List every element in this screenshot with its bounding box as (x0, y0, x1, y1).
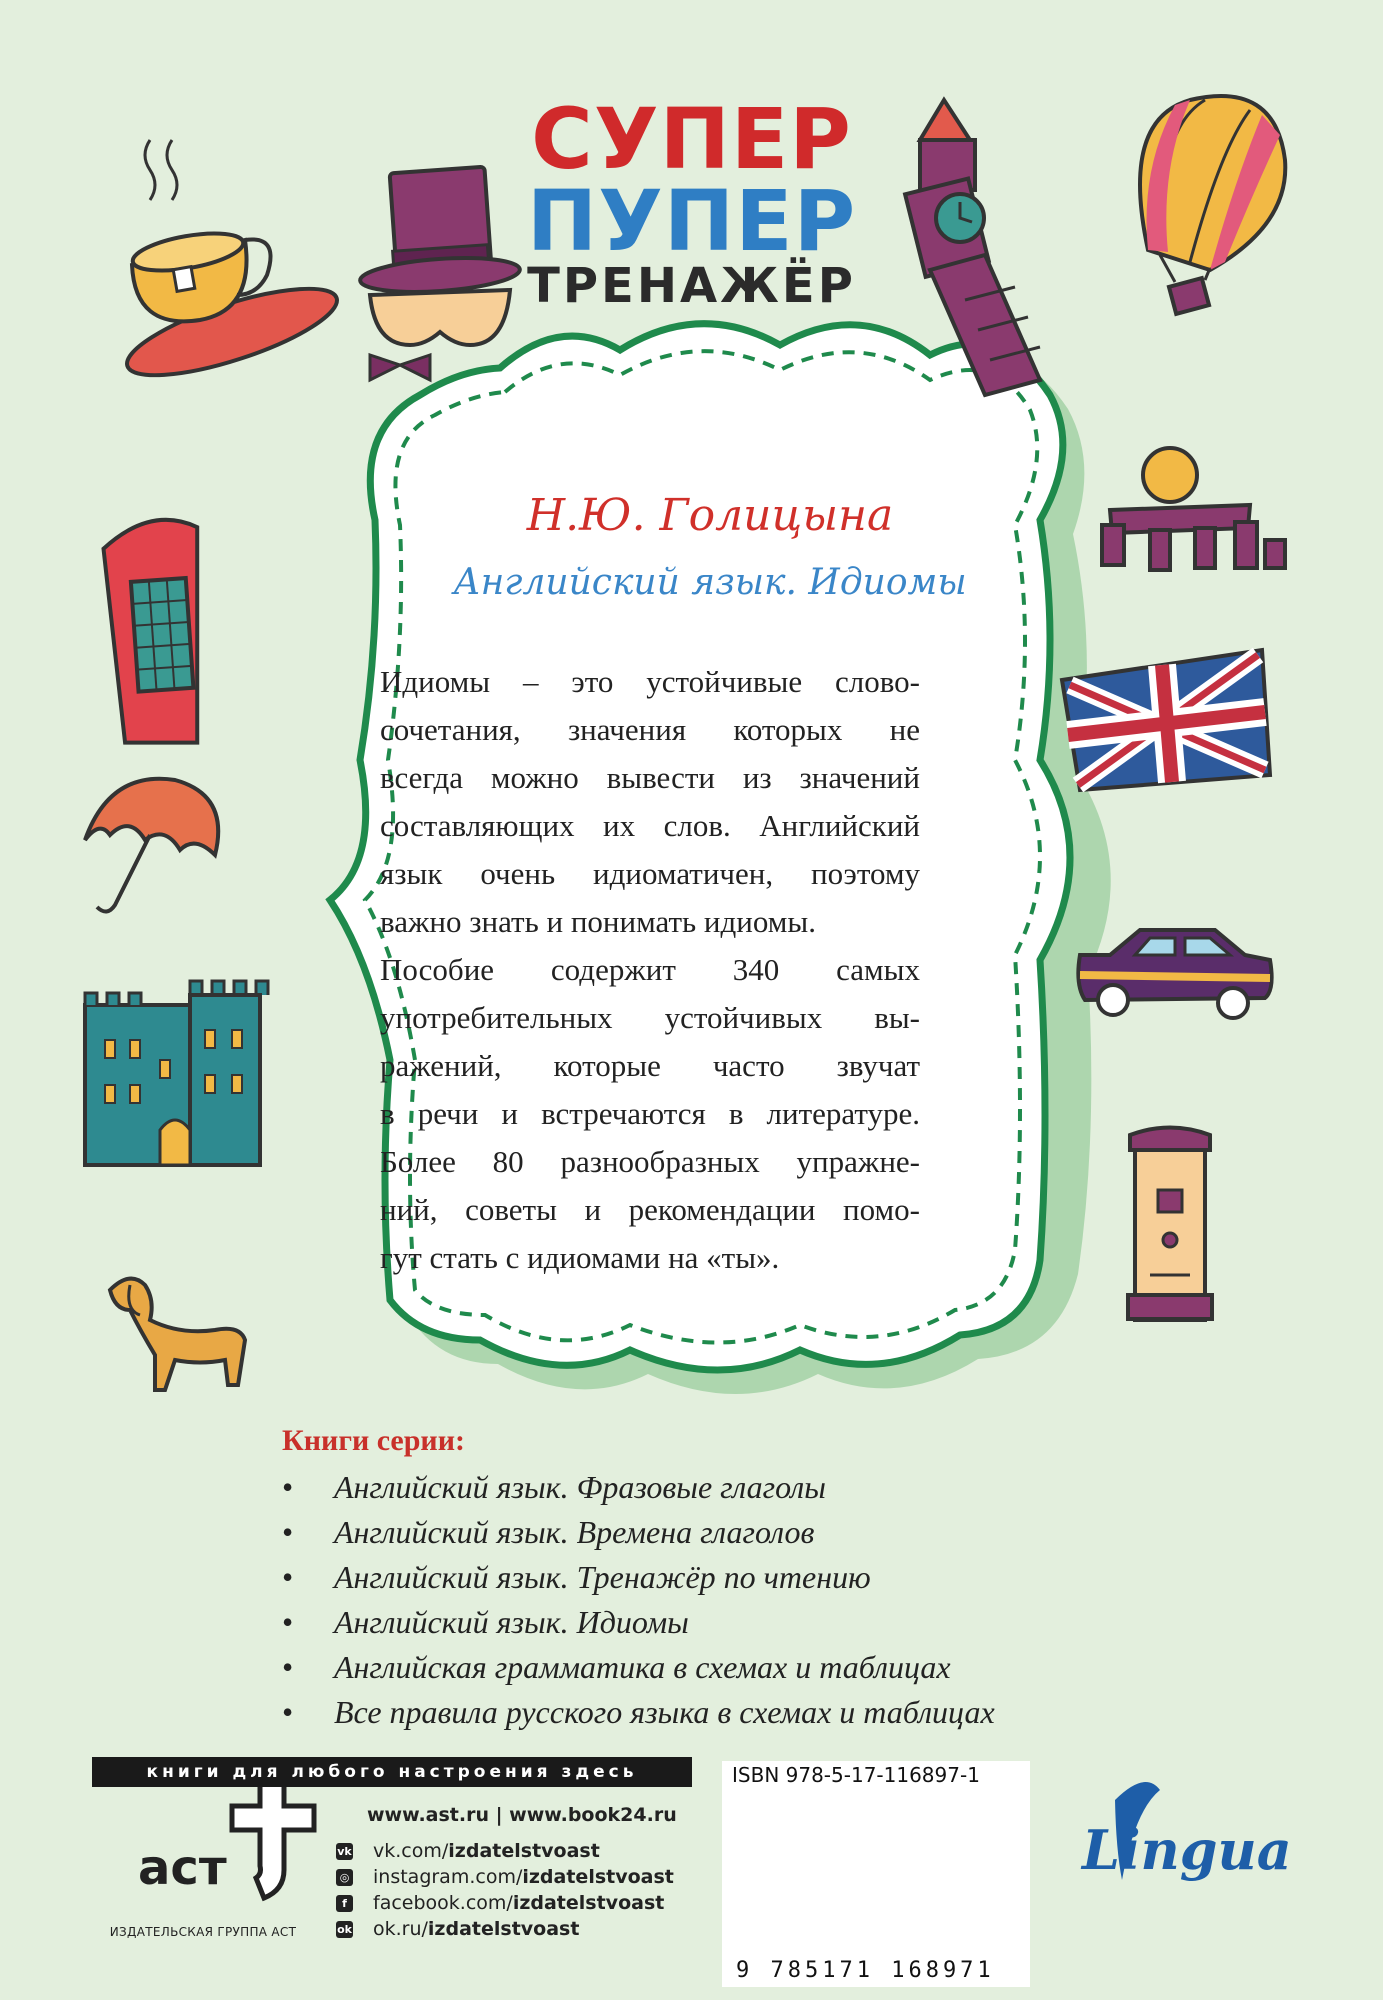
series-item (282, 1555, 995, 1600)
description-line: ражений, которые часто звучат (380, 1048, 920, 1083)
description-line: употребительных устойчивых вы- (380, 1000, 920, 1035)
description-line: важно знать и понимать идиомы. (380, 904, 816, 939)
barcode-area (722, 1761, 1030, 1987)
series-item-title: Английская грамматика в схемах и таблицах (334, 1649, 951, 1685)
post-box-icon (1128, 1128, 1212, 1321)
facebook-icon: f (336, 1895, 353, 1912)
bullet: • (282, 1559, 294, 1595)
social-link-instagram[interactable] (336, 1864, 674, 1890)
series-item (282, 1510, 995, 1555)
title-line-puper: ПУПЕР (526, 172, 857, 270)
series-item-title: Английский язык. Фразовые глаголы (334, 1469, 826, 1505)
series-item (282, 1645, 995, 1690)
description-line: Более 80 разнообразных упражне- (380, 1144, 920, 1179)
description-line: сочетания, значения которых не (380, 712, 920, 747)
series-list (282, 1465, 995, 1735)
imprint-logo: Lingua (1082, 1818, 1292, 1882)
author-name: Н.Ю. Голицына (526, 490, 894, 541)
social-link-text: ok.ru/izdatelstvoast (373, 1918, 580, 1940)
series-item (282, 1600, 995, 1645)
bullet: • (282, 1469, 294, 1505)
vk-icon: vk (337, 1844, 352, 1858)
stonehenge-icon (1102, 448, 1285, 570)
website-links[interactable]: www.ast.ru | www.book24.ru (367, 1804, 677, 1826)
social-links (336, 1838, 674, 1942)
slogan-banner: книги для любого настроения здесь (92, 1757, 692, 1787)
social-link-vk[interactable] (336, 1838, 674, 1864)
publisher-logo (232, 1784, 314, 1898)
description (380, 658, 920, 1282)
series-item-title: Английский язык. Времена глаголов (334, 1514, 815, 1550)
bullet: • (282, 1514, 294, 1550)
series-item (282, 1465, 995, 1510)
instagram-icon: ◎ (336, 1869, 353, 1886)
publisher-caption: ИЗДАТЕЛЬСКАЯ ГРУППА АСТ (109, 1925, 297, 1939)
book-title: Английский язык. Идиомы (453, 562, 967, 603)
dog-icon (110, 1279, 245, 1390)
union-jack-icon (1062, 650, 1270, 790)
odnoklassniki-icon: ok (337, 1922, 352, 1936)
bullet: • (282, 1694, 294, 1730)
series-item-title: Английский язык. Идиомы (334, 1604, 689, 1640)
publisher-logo-text: аст (138, 1840, 227, 1896)
isbn: ISBN 978-5-17-116897-1 (732, 1763, 980, 1787)
description-line: в речи и встречаются в литературе. (380, 1096, 920, 1131)
social-link-odnoklassniki[interactable] (336, 1916, 674, 1942)
description-line: всегда можно вывести из значений (380, 760, 920, 795)
social-link-text: instagram.com/izdatelstvoast (373, 1866, 674, 1888)
description-line: ний, советы и рекомендации помо- (380, 1192, 920, 1227)
taxi-cab-icon (1078, 930, 1271, 1018)
ean-number: 9 785171 168971 (736, 1958, 995, 1983)
series-item-title: Все правила русского языка в схемах и таблицах (334, 1694, 995, 1730)
bullet: • (282, 1604, 294, 1640)
description-line: Пособие содержит 340 самых (380, 952, 920, 987)
title-line-trenazher: ТРЕНАЖЁР (527, 258, 856, 314)
phone-booth-icon (102, 518, 212, 749)
description-line: язык очень идиоматичен, поэтому (380, 856, 920, 891)
series-item-title: Английский язык. Тренажёр по чтению (334, 1559, 871, 1595)
series-heading: Книги серии: (282, 1424, 465, 1457)
description-line: гут стать с идиомами на «ты». (380, 1240, 780, 1275)
description-line: Идиомы – это устойчивые слово- (380, 664, 920, 699)
castle-icon (85, 981, 268, 1165)
social-link-text: vk.com/izdatelstvoast (373, 1840, 600, 1862)
bullet: • (282, 1649, 294, 1685)
series-item (282, 1690, 995, 1735)
social-link-text: facebook.com/izdatelstvoast (373, 1892, 665, 1914)
description-line: составляющих их слов. Английский (380, 808, 920, 843)
umbrella-icon (85, 779, 218, 912)
title-line-super: СУПЕР (531, 90, 852, 188)
social-link-facebook[interactable] (336, 1890, 674, 1916)
